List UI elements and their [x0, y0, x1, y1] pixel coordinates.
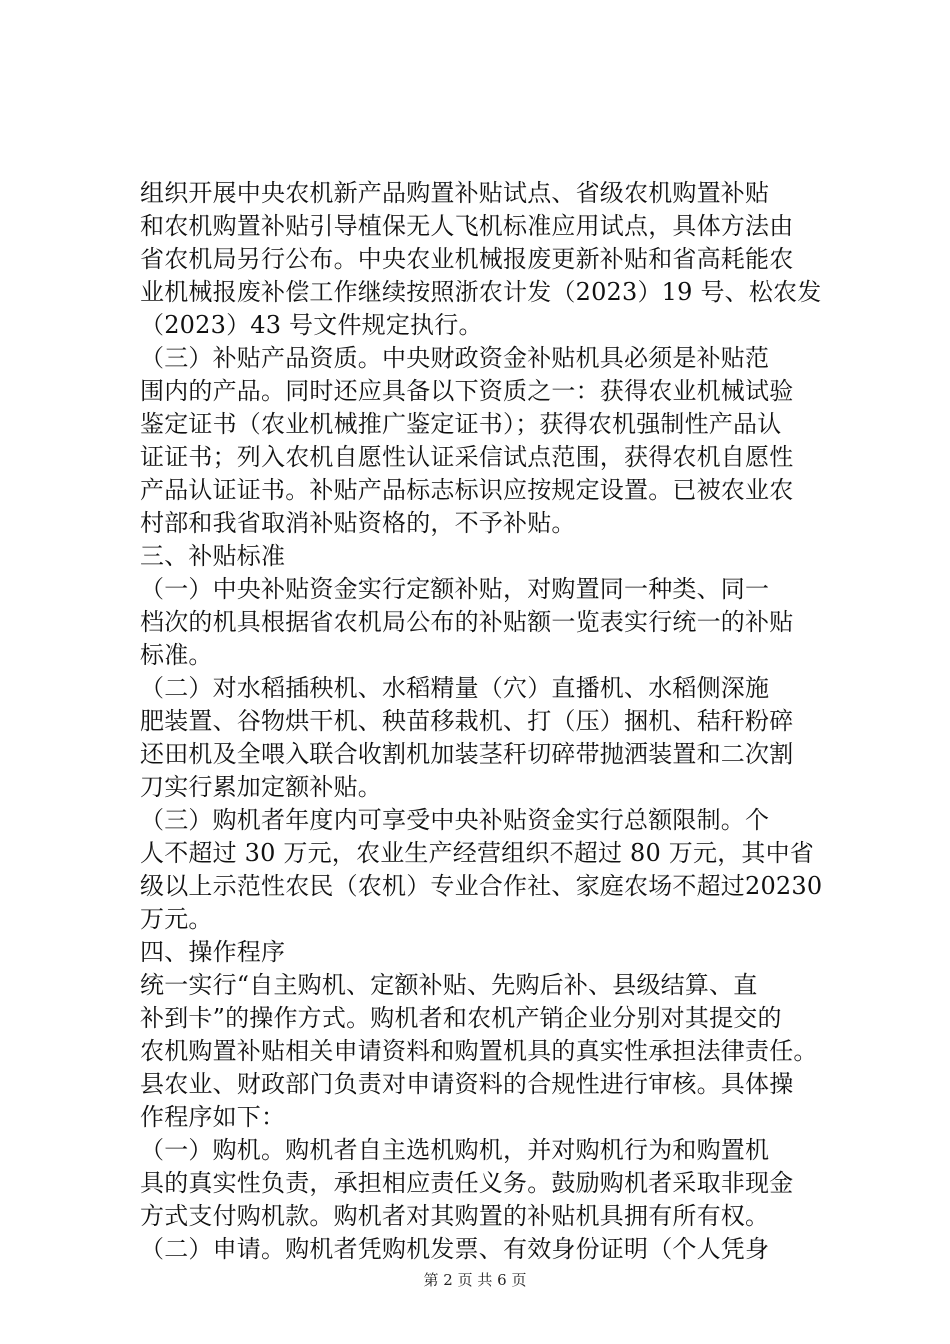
text-line: 三、补贴标准 — [140, 542, 286, 570]
text-line: 补到卡”的操作方式。购机者和农机产销企业分别对其提交的 — [140, 1004, 782, 1032]
text-line: （二）申请。购机者凭购机发票、有效身份证明（个人凭身 — [140, 1235, 770, 1263]
text-line: 人不超过 30 万元，农业生产经营组织不超过 80 万元，其中省 — [140, 839, 814, 867]
text-line: 证证书；列入农机自愿性认证采信试点范围，获得农机自愿性 — [140, 443, 794, 471]
text-line: 和农机购置补贴引导植保无人飞机标准应用试点，具体方法由 — [140, 212, 794, 240]
text-line: 标准。 — [140, 641, 213, 669]
text-line: 业机械报废补偿工作继续按照浙农计发（2023）19 号、松农发 — [140, 278, 822, 306]
text-line: 产品认证证书。补贴产品标志标识应按规定设置。已被农业农 — [140, 476, 794, 504]
text-line: （三）补贴产品资质。中央财政资金补贴机具必须是补贴范 — [140, 344, 770, 372]
text-line: 档次的机具根据省农机局公布的补贴额一览表实行统一的补贴 — [140, 608, 794, 636]
text-line: 刀实行累加定额补贴。 — [140, 773, 382, 801]
text-line: 县农业、财政部门负责对申请资料的合规性进行审核。具体操 — [140, 1070, 794, 1098]
text-line: 具的真实性负责，承担相应责任义务。鼓励购机者采取非现金 — [140, 1169, 794, 1197]
text-line: 方式支付购机款。购机者对其购置的补贴机具拥有所有权。 — [140, 1202, 770, 1230]
text-line: 围内的产品。同时还应具备以下资质之一：获得农业机械试验 — [140, 377, 794, 405]
text-line: 肥装置、谷物烘干机、秧苗移栽机、打（压）捆机、秸秆粉碎 — [140, 707, 794, 735]
text-line: （二）对水稻插秧机、水稻精量（穴）直播机、水稻侧深施 — [140, 674, 770, 702]
text-line: 还田机及全喂入联合收割机加装茎秆切碎带抛洒装置和二次割 — [140, 740, 794, 768]
text-line: 组织开展中央农机新产品购置补贴试点、省级农机购置补贴 — [140, 179, 770, 207]
text-line: 万元。 — [140, 905, 213, 933]
text-line: 鉴定证书（农业机械推广鉴定证书）；获得农机强制性产品认 — [140, 410, 782, 438]
text-line: 省农机局另行公布。中央农业机械报废更新补贴和省高耗能农 — [140, 245, 794, 273]
text-line: 作程序如下： — [140, 1103, 286, 1131]
text-line: 四、操作程序 — [140, 938, 286, 966]
text-line: （一）中央补贴资金实行定额补贴，对购置同一种类、同一 — [140, 575, 770, 603]
text-line: 级以上示范性农民（农机）专业合作社、家庭农场不超过20230 — [140, 872, 823, 900]
page-footer: 第 2 页 共 6 页 — [423, 1271, 527, 1289]
text-line: （三）购机者年度内可享受中央补贴资金实行总额限制。个 — [140, 806, 770, 834]
text-line: 统一实行“自主购机、定额补贴、先购后补、县级结算、直 — [140, 971, 758, 999]
text-line: 村部和我省取消补贴资格的，不予补贴。 — [140, 509, 576, 537]
text-line: （一）购机。购机者自主选机购机，并对购机行为和购置机 — [140, 1136, 770, 1164]
text-line: （2023）43 号文件规定执行。 — [140, 311, 483, 339]
text-line: 农机购置补贴相关申请资料和购置机具的真实性承担法律责任。 — [140, 1037, 818, 1065]
